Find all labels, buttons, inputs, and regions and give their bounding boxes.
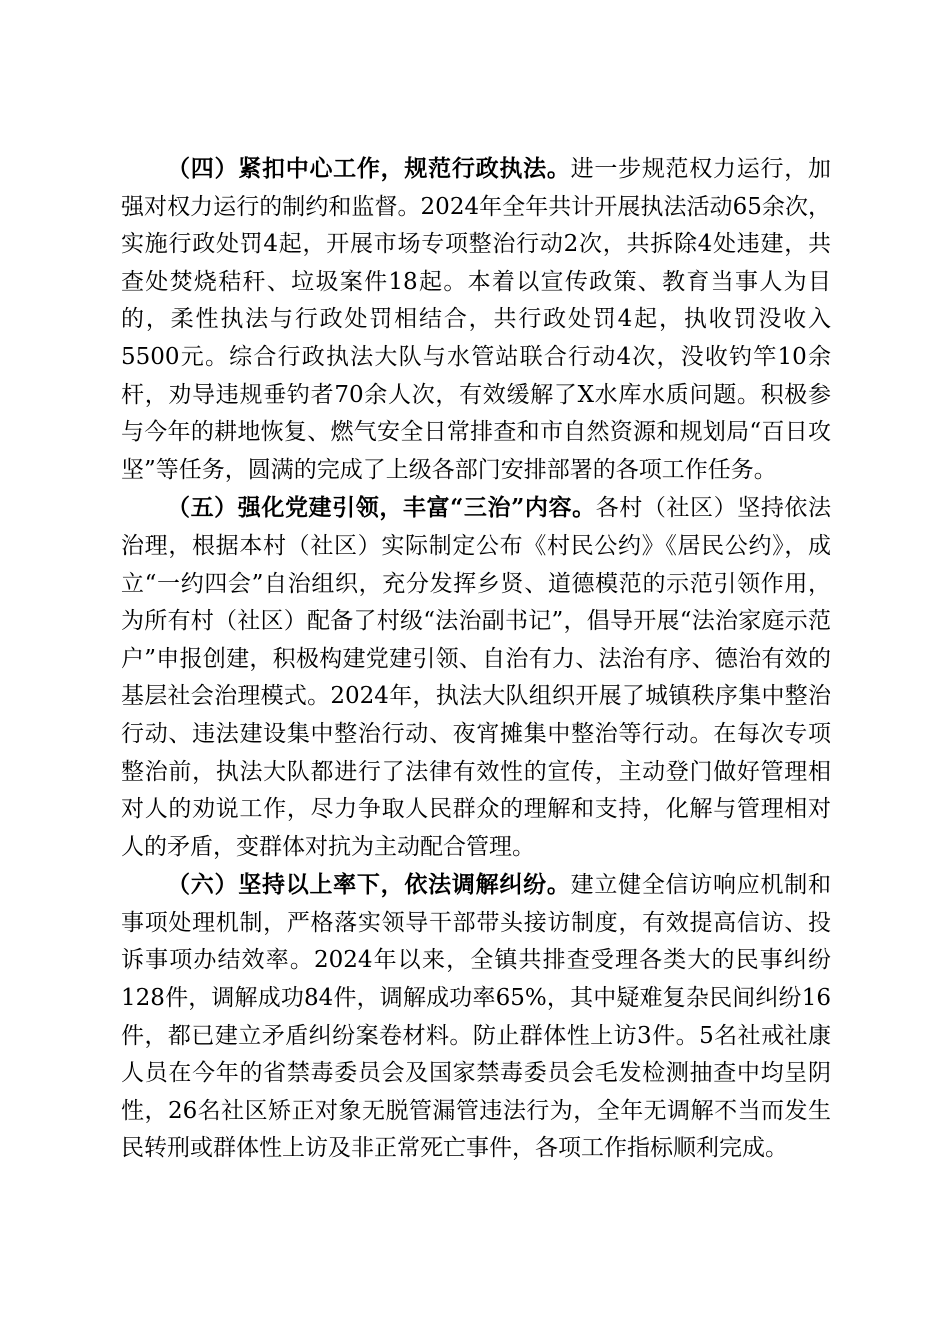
document-page: [121, 150, 831, 1168]
paragraph-dispute-mediation: [121, 866, 831, 1168]
paragraph-body: 各村（社区）坚持依法治理，根据本村（社区）实际制定公布《村民公约》《居民公约》，成立“一约四会”自治组织，充分发挥乡贤、道德模范的示范引领作用，为所有村（社区）配备了村级“法治副书记”，倡导开展“法治家庭示范户”申报创建，积极构建党建引领、自治有力、法治有序、德治有效的基层社会治理模式。2024年，执法大队组织开展了城镇秩序集中整治行动、违法建设集中整治行动、夜宵摊集中整治等行动。在每次专项整治前，执法大队都进行了法律有效性的宣传，主动登门做好管理相对人的劝说工作，尽力争取人民群众的理解和支持，化解与管理相对人的矛盾，变群体对抗为主动配合管理。: [121, 495, 832, 860]
paragraph-body: 建立健全信访响应机制和事项处理机制，严格落实领导干部带头接访制度，有效提高信访、投诉事项办结效率。2024年以来，全镇共排查受理各类大的民事纠纷128件，调解成功84件，调解成功率65%，其中疑难复杂民间纠纷16件，都已建立矛盾纠纷案卷材料。防止群体性上访3件。5名社戒社康人员在今年的省禁毒委员会及国家禁毒委员会毛发检测抽查中均呈阴性，26名社区矫正对象无脱管漏管违法行为，全年无调解不当而发生民转刑或群体性上访及非正常死亡事件，各项工作指标顺利完成。: [121, 872, 832, 1162]
paragraph-heading: （四）紧扣中心工作，规范行政执法。: [167, 155, 571, 182]
paragraph-party-building: [121, 489, 831, 866]
paragraph-heading: （五）强化党建引领，丰富“三治”内容。: [167, 494, 596, 522]
paragraph-body: 进一步规范权力运行，加强对权力运行的制约和监督。2024年全年共计开展执法活动65余次，实施行政处罚4起，开展市场专项整治行动2次，共拆除4处违建，共查处焚烧秸秆、垃圾案件18起。本着以宣传政策、教育当事人为目的，柔性执法与行政处罚相结合，共行政处罚4起，执收罚没收入5500元。综合行政执法大队与水管站联合行动4次，没收钓竿10余杆，劝导违规垂钓者70余人次，有效缓解了X水库水质问题。积极参与今年的耕地恢复、燃气安全日常排查和市自然资源和规划局“百日攻坚”等任务，圆满的完成了上级各部门安排部署的各项工作任务。: [121, 156, 832, 483]
paragraph-heading: （六）坚持以上率下，依法调解纠纷。: [167, 871, 571, 899]
paragraph-law-enforcement: [121, 150, 831, 489]
